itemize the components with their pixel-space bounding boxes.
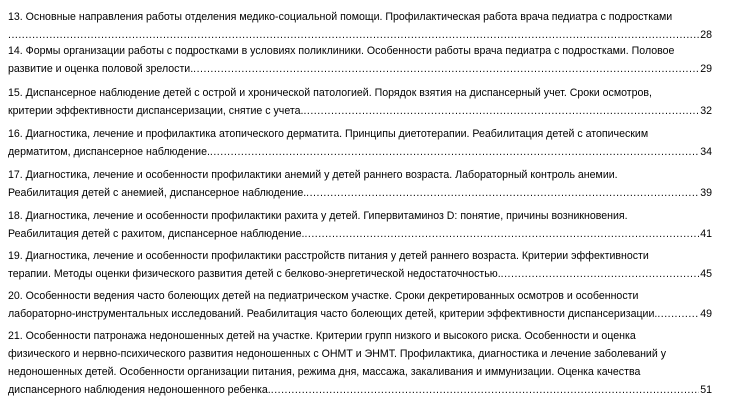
toc-entry-17[interactable]: [8, 166, 712, 202]
toc-entry-line: 15. Диспансерное наблюдение детей с острой и хронической патологией. Порядок взятия на диспансерный учет. Сроки осмотров,: [8, 87, 652, 99]
toc-entry-18[interactable]: [8, 207, 712, 243]
toc-entry-last-line: развитие и оценка половой зрелости.: [8, 63, 194, 75]
toc-leader-line: [8, 305, 712, 323]
toc-entry-16[interactable]: [8, 125, 712, 161]
toc-leader-line: [8, 225, 712, 243]
toc-page-number: 41: [700, 228, 712, 240]
dot-leader: [303, 102, 699, 120]
toc-leader-line: [8, 265, 712, 283]
toc-entry-line: 16. Диагностика, лечение и профилактика атопического дерматита. Принципы диетотерапии. Реабилитация детей с атопическим: [8, 128, 649, 140]
toc-entry-line: недоношенных детей. Особенности организации питания, режима дня, массажа, закаливания и иммунизации. Оценка качества: [8, 366, 641, 378]
dot-leader: [501, 265, 700, 283]
toc-entry-14[interactable]: [8, 42, 712, 78]
toc-entry-21[interactable]: [8, 327, 712, 399]
dot-leader: [193, 60, 699, 78]
toc-entry-last-line: Реабилитация детей с анемией, диспансерное наблюдение.: [8, 187, 307, 199]
toc-leader-line: [8, 102, 712, 120]
toc-entry-line: 19. Диагностика, лечение и особенности профилактики расстройств питания у детей раннего возраста. Критерии эффективности: [8, 250, 649, 262]
toc-entry-20[interactable]: [8, 287, 712, 323]
toc-entry-line: 14. Формы организации работы с подростками в условиях поликлиники. Особенности работы врача педиатра с подростками. Половое: [8, 45, 675, 57]
toc-entry-line: 20. Особенности ведения часто болеющих детей на педиатрическом участке. Сроки декретированных осмотров и особенности: [8, 290, 639, 302]
toc-entry-line: 17. Диагностика, лечение и особенности профилактики анемий у детей раннего возраста. Лабораторный контроль анемии.: [8, 169, 618, 181]
toc-entry-line: 18. Диагностика, лечение и особенности профилактики рахита у детей. Гипервитаминоз D: понятие, причины возникновения.: [8, 210, 628, 222]
toc-page-number: 32: [700, 105, 712, 117]
toc-entry-line: физического и нервно-психического развития недоношенных с ОНМТ и ЭНМТ. Профилактика, диагностика и лечение заболеваний у: [8, 348, 667, 360]
toc-entry-last-line: лабораторно-инструментальных исследований. Реабилитация часто болеющих детей, критерии эффективности диспансеризации.: [8, 308, 658, 320]
dot-leader: [306, 184, 699, 202]
toc-page-number: 49: [700, 308, 712, 320]
toc-page-number: 39: [700, 187, 712, 199]
toc-leader-line: [8, 143, 712, 161]
toc-entry-line: 21. Особенности патронажа недоношенных детей на участке. Критерии групп низкого и высокого риска. Особенности и оценка: [8, 330, 636, 342]
toc-entry-13[interactable]: [8, 8, 712, 44]
toc-entry-last-line: дерматитом, диспансерное наблюдение.: [8, 146, 210, 158]
toc-leader-line: [8, 184, 712, 202]
toc-entry-last-line: Реабилитация детей с рахитом, диспансерное наблюдение.: [8, 228, 305, 240]
toc-page-number: 45: [700, 268, 712, 280]
dot-leader: [210, 143, 699, 161]
toc-leader-line: [8, 381, 712, 399]
toc-page-number: 28: [700, 29, 712, 41]
dot-leader: [304, 225, 699, 243]
toc-entry-last-line: диспансерного наблюдения недоношенного ребенка.: [8, 384, 271, 396]
toc-page-number: 51: [700, 384, 712, 396]
toc-leader-line: [8, 60, 712, 78]
toc-entry-last-line: критерии эффективности диспансеризации, снятие с учета.: [8, 105, 304, 117]
toc-entry-19[interactable]: [8, 247, 712, 283]
toc-page-number: 29: [700, 63, 712, 75]
toc-page-number: 34: [700, 146, 712, 158]
dot-leader: [657, 305, 699, 323]
toc-entry-15[interactable]: [8, 84, 712, 120]
dot-leader: [271, 381, 699, 399]
toc-entry-line: 13. Основные направления работы отделения медико-социальной помощи. Профилактическая работа врача педиатра с подростками: [8, 11, 673, 23]
toc-entry-last-line: терапии. Методы оценки физического развития детей с белково-энергетической недостаточностью.: [8, 268, 501, 280]
